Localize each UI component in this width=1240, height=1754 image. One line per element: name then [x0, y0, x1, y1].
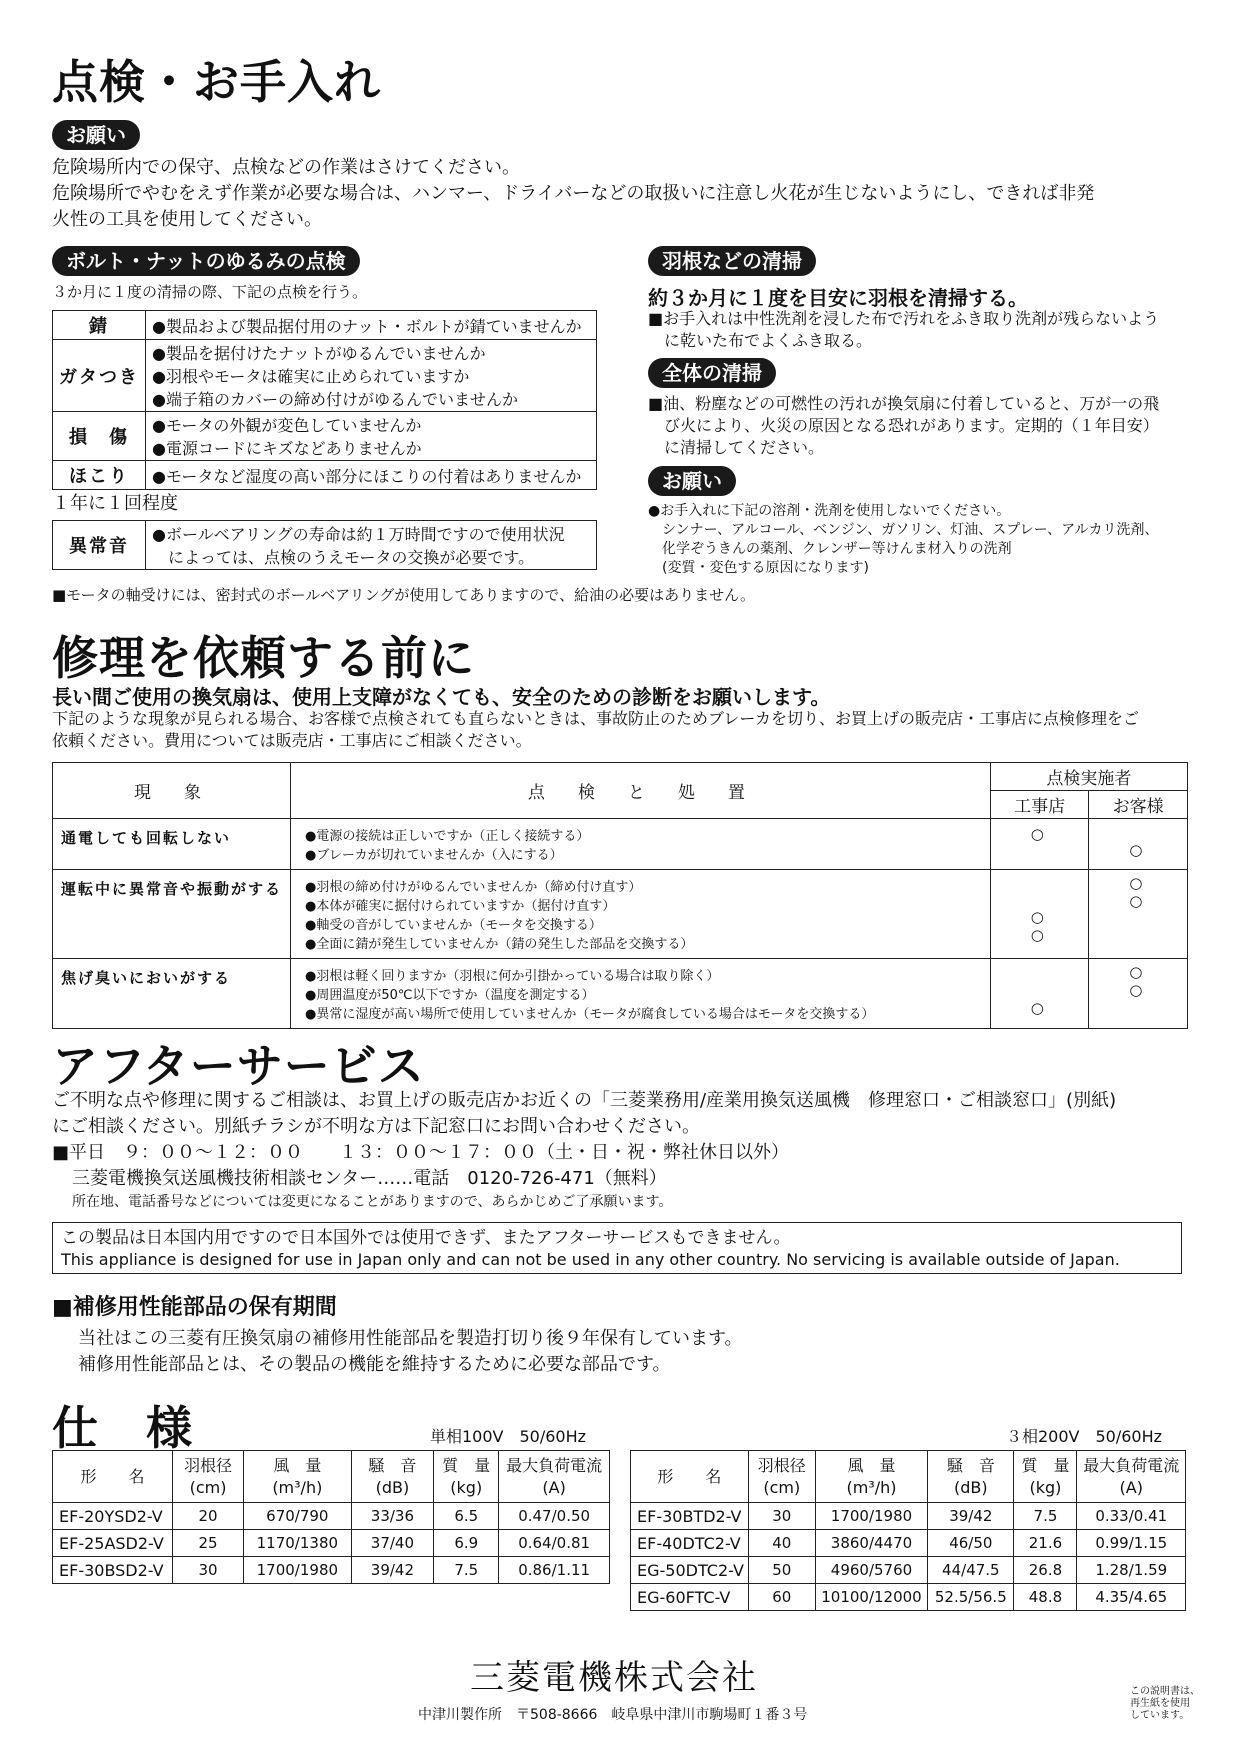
table-row: 損 傷 ●モータの外観が変色していませんか ●電源コードにキズなどありませんか: [53, 412, 597, 461]
table-row: EF-20YSD2-V 20 670/790 33/36 6.5 0.47/0.50: [53, 1503, 610, 1530]
bearing-note: ■モータの軸受けには、密封式のボールベアリングが使用してありますので、給油の必要はありません。: [52, 586, 755, 604]
company-name: 三菱電機株式会社: [470, 1658, 758, 1698]
table-row: EF-25ASD2-V 25 1170/1380 37/40 6.9 0.64/0.81: [53, 1530, 610, 1557]
blade-cleaning-badge: 羽根などの清掃: [648, 246, 816, 276]
request-badge: お願い: [52, 120, 140, 150]
inspection-title: 点検・お手入れ: [52, 55, 381, 109]
repair-title: 修理を依頼する前に: [52, 631, 475, 685]
table-row: 異常音 ●ボールベアリングの寿命は約１万時間ですので使用状況 によっては、点検のうえモータの交換が必要です。: [53, 521, 597, 570]
japan-only-notice: この製品は日本国内用ですので日本国外では使用できず、またアフターサービスもできません。 This appliance is designed for use in Japan only and can not be used in any other country. No servicing is available outside of Japan.: [52, 1222, 1182, 1274]
request2-text: ●お手入れに下記の溶剤・洗剤を使用しないでください。 シンナー、アルコール、ベンジン、ガソリン、灯油、スプレー、アルカリ洗剤、 化学ぞうきんの薬剤、クレンザー等けんま材入りの洗剤 (変質・変色する原因になります): [648, 503, 1159, 576]
bolt-check-intro: ３か月に１度の清掃の際、下記の点検を行う。: [52, 283, 368, 301]
table-row: EF-30BSD2-V 30 1700/1980 39/42 7.5 0.86/1.11: [53, 1557, 610, 1584]
repair-text: 下記のような現象が見られる場合、お客様で点検されても直らないときは、事故防止のためブレーカを切り、お買上げの販売店・工事店に点検修理をご 依頼ください。費用については販売店・工事店にご相談ください。: [52, 709, 1140, 750]
whole-cleaning-badge: 全体の清掃: [648, 358, 776, 388]
service-hours: ■平日 ９：００〜１２：００ １３：００〜１７：００（土・日・祝・弊社休日以外）: [52, 1142, 790, 1163]
table-row: EG-60FTC-V 60 10100/12000 52.5/56.5 48.8 4.35/4.65: [631, 1584, 1186, 1611]
whole-cleaning-text: ■油、粉塵などの可燃性の汚れが換気扇に付着していると、万が一の飛 び火により、火災の原因となる恐れがあります。定期的（１年目安） に清掃してください。: [648, 394, 1160, 457]
spec-table-three-phase: 形 名 羽根径 (cm) 風 量 (m³/h) 騒 音 (dB) 質 量 (kg) 最大負荷電流 (A) EF-30BTD2-V 30 1700/1980 39/42 7.5 0.33/0.41 EF-40DTC2-V 40 3860/4470 46/50 21.6 0.99/1.15 EG-50DTC2-V 50 4960/5760 44/47.5 26.8 1.28/1.59 EG-60FTC-V 60 10100/12000 52.5/56.5 48.8 4.35/4.65: [630, 1450, 1186, 1611]
blade-cleaning-text: ■お手入れは中性洗剤を浸した布で汚れをふき取り洗剤が残らないよう に乾いた布でよくふき取る。: [648, 309, 1160, 350]
recycled-paper-note: この説明書は、 再生紙を使用 しています。: [1130, 1686, 1200, 1721]
bolt-check-badge: ボルト・ナットのゆるみの点検: [52, 246, 360, 276]
table-row: 通電しても回転しない ●電源の接続は正しいですか（正しく接続する） ●ブレーカが切れていませんか（入にする） ○ ○: [53, 819, 1188, 870]
service-note: 所在地、電話番号などについては変更になることがありますので、あらかじめご了承願います。: [72, 1194, 673, 1210]
spec-table-single-phase: 形 名 羽根径 (cm) 風 量 (m³/h) 騒 音 (dB) 質 量 (kg) 最大負荷電流 (A) EF-20YSD2-V 20 670/790 33/36 6.5 0.47/0.50 EF-25ASD2-V 25 1170/1380 37/40 6.9 0.64/0.81 EF-30BSD2-V 30 1700/1980 39/42 7.5 0.86/1.11: [52, 1450, 610, 1584]
request-text: 危険場所内での保守、点検などの作業はさけてください。 危険場所でやむをえず作業が必要な場合は、ハンマー、ドライバーなどの取扱いに注意し火花が生じないようにし、できれば非発 火性の工具を使用してください。: [52, 157, 1095, 230]
table-row: 焦げ臭いにおいがする ●羽根は軽く回りますか（羽根に何か引掛かっている場合は取り除く） ●周囲温度が50℃以下ですか（温度を測定する） ●異常に湿度が高い場所で使用していませんか（モータが腐食している場合はモータを交換する） ○ ○ ○: [53, 959, 1188, 1029]
table-row: EF-30BTD2-V 30 1700/1980 39/42 7.5 0.33/0.41: [631, 1503, 1186, 1530]
request2-badge: お願い: [648, 466, 736, 496]
table-row: ガタつき ●製品を据付けたナットがゆるんでいませんか ●羽根やモータは確実に止められていますか ●端子箱のカバーの締め付けがゆるんでいませんか: [53, 340, 597, 412]
table-row: EF-40DTC2-V 40 3860/4470 46/50 21.6 0.99/1.15: [631, 1530, 1186, 1557]
parts-period-text: 当社はこの三菱有圧換気扇の補修用性能部品を製造打切り後９年保有しています。 補修用性能部品とは、その製品の機能を維持するために必要な部品です。: [78, 1328, 743, 1375]
repair-lead: 長い間ご使用の換気扇は、使用上支障がなくても、安全のための診断をお願いします。: [52, 685, 831, 709]
table-row: EG-50DTC2-V 50 4960/5760 44/47.5 26.8 1.28/1.59: [631, 1557, 1186, 1584]
blade-cleaning-lead: 約３か月に１度を目安に羽根を清掃する。: [648, 286, 1028, 310]
table-row: 運転中に異常音や振動がする ●羽根の締め付けがゆるんでいませんか（締め付け直す） ●本体が確実に据付けられていますか（据付け直す） ●軸受の音がしていませんか（モータを交換する） ●全面に錆が発生していませんか（錆の発生した部品を交換する） ○ ○ ○ ○: [53, 870, 1188, 959]
single-phase-label: 単相100V 50/60Hz: [430, 1427, 587, 1446]
after-service-title: アフターサービス: [52, 1039, 425, 1093]
company-address: 中津川製作所 〒508-8666 岐阜県中津川市駒場町１番３号: [418, 1707, 808, 1723]
parts-period-title: ■補修用性能部品の保有期間: [52, 1295, 337, 1320]
three-phase-label: ３相200V 50/60Hz: [1006, 1427, 1163, 1446]
table-row: 錆 ●製品および製品据付用のナット・ボルトが錆ていませんか: [53, 311, 597, 340]
yearly-label: １年に１回程度: [52, 493, 178, 514]
service-center-phone: 三菱電機換気送風機技術相談センター……電話 0120-726-471（無料）: [72, 1168, 667, 1189]
spec-title: 仕 様: [52, 1401, 193, 1455]
after-service-text: ご不明な点や修理に関するご相談は、お買上げの販売店かお近くの「三菱業務用/産業用換気送風機 修理窓口・ご相談窓口」(別紙) にご相談ください。別紙チラシが不明な方は下記窓口にお問い合わせください。: [52, 1090, 1117, 1137]
repair-table: 現 象 点 検 と 処 置 点検実施者 工事店 お客様 通電しても回転しない ●電源の接続は正しいですか（正しく接続する） ●ブレーカが切れていませんか（入にする） ○ ○ 運転中に異常音や振動がする ●羽根の締め付けがゆるんでいませんか（締め付け直す） ●本体が確実に据付けられていますか（据付け直す） ●軸受の音がしていませんか（モータを交換する） ●全面に錆が発生していませんか（錆の発生した部品を交換する） ○ ○ ○ ○ 焦げ臭いにおいがする ●羽根は軽く回りますか（羽根に何か引掛かっている場合は取り除く） ●周囲温度が50℃以下ですか（温度を測定する） ●異常に湿度が高い場所で使用していませんか（モータが腐食している場合はモータを交換する） ○ ○ ○: [52, 762, 1188, 1029]
abnormal-sound-table: [52, 520, 597, 570]
bolt-check-table: [52, 310, 597, 490]
table-row: ほこり ●モータなど湿度の高い部分にほこりの付着はありませんか: [53, 461, 597, 490]
